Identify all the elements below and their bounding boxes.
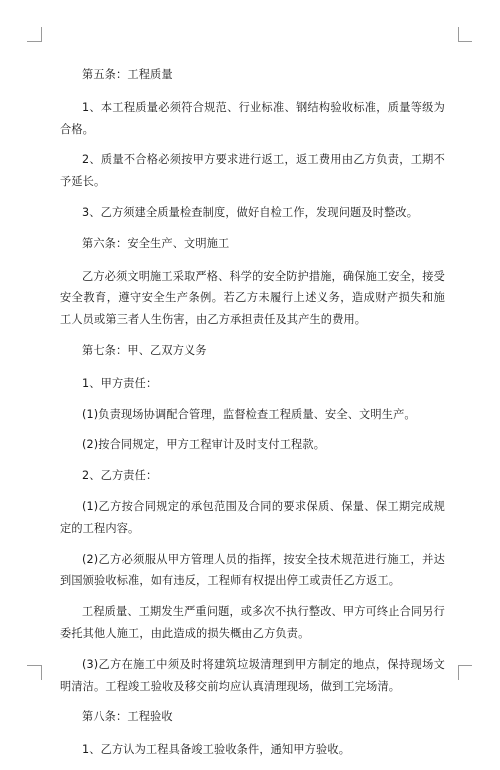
paragraph: 乙方必须文明施工采取严格、科学的安全防护措施，确保施工安全，接受安全教育，遵守安全生产条例。若乙方未履行上述义务，造成财产损失和施工人员或第三者人生伤害，由乙方承担责任及其产生的费用。 xyxy=(60,269,445,327)
paragraph: (2)乙方必须服从甲方管理人员的指挥，按安全技术规范进行施工，并达到国颁验收标准，如有违反，工程师有权提出停工或责任乙方返工。 xyxy=(60,552,445,588)
crop-mark-top-right xyxy=(458,41,472,42)
paragraph: 1、乙方认为工程具备竣工验收条件，通知甲方验收。 xyxy=(82,743,351,757)
section-heading-article-5: 第五条：工程质量 xyxy=(82,68,173,81)
document-body xyxy=(60,64,445,770)
paragraph: 1、甲方责任： xyxy=(82,376,158,390)
section-heading-article-7: 第七条：甲、乙双方义务 xyxy=(82,343,207,357)
paragraph: (1)乙方按合同规定的承包范围及合同的要求保质、保量、保工期完成规定的工程内容。 xyxy=(60,499,445,535)
paragraph: 1、本工程质量必须符合规范、行业标准、钢结构验收标准，质量等级为合格。 xyxy=(60,100,445,136)
paragraph: (1)负责现场协调配合管理，监督检查工程质量、安全、文明生产。 xyxy=(82,407,416,421)
crop-mark-bottom-right xyxy=(458,665,472,666)
crop-mark-top-right xyxy=(458,27,459,42)
section-heading-article-6: 第六条：安全生产、文明施工 xyxy=(82,236,230,250)
paragraph: (2)按合同规定，甲方工程审计及时支付工程款。 xyxy=(82,438,326,452)
paragraph: 工程质量、工期发生严重问题，或多次不执行整改、甲方可终止合同另行委托其他人施工，由此造成的损失概由乙方负责。 xyxy=(60,605,445,640)
crop-mark-bottom-left xyxy=(41,665,42,680)
crop-mark-top-left xyxy=(41,27,42,42)
paragraph: (3)乙方在施工中须及时将建筑垃圾清理到甲方制定的地点，保持现场文明清洁。工程竣工验收及移交前均应认真清理现场，做到工完场清。 xyxy=(60,657,445,693)
crop-mark-bottom-left xyxy=(27,665,41,666)
paragraph: 2、质量不合格必须按甲方要求进行返工，返工费用由乙方负责，工期不予延长。 xyxy=(60,153,445,189)
section-heading-article-8: 第八条：工程验收 xyxy=(82,710,173,724)
paragraph: 3、乙方须建全质量检查制度，做好自检工作，发现问题及时整改。 xyxy=(82,205,419,219)
crop-mark-bottom-right xyxy=(458,665,459,680)
crop-mark-top-left xyxy=(27,41,41,42)
paragraph: 2、乙方责任： xyxy=(82,469,158,483)
